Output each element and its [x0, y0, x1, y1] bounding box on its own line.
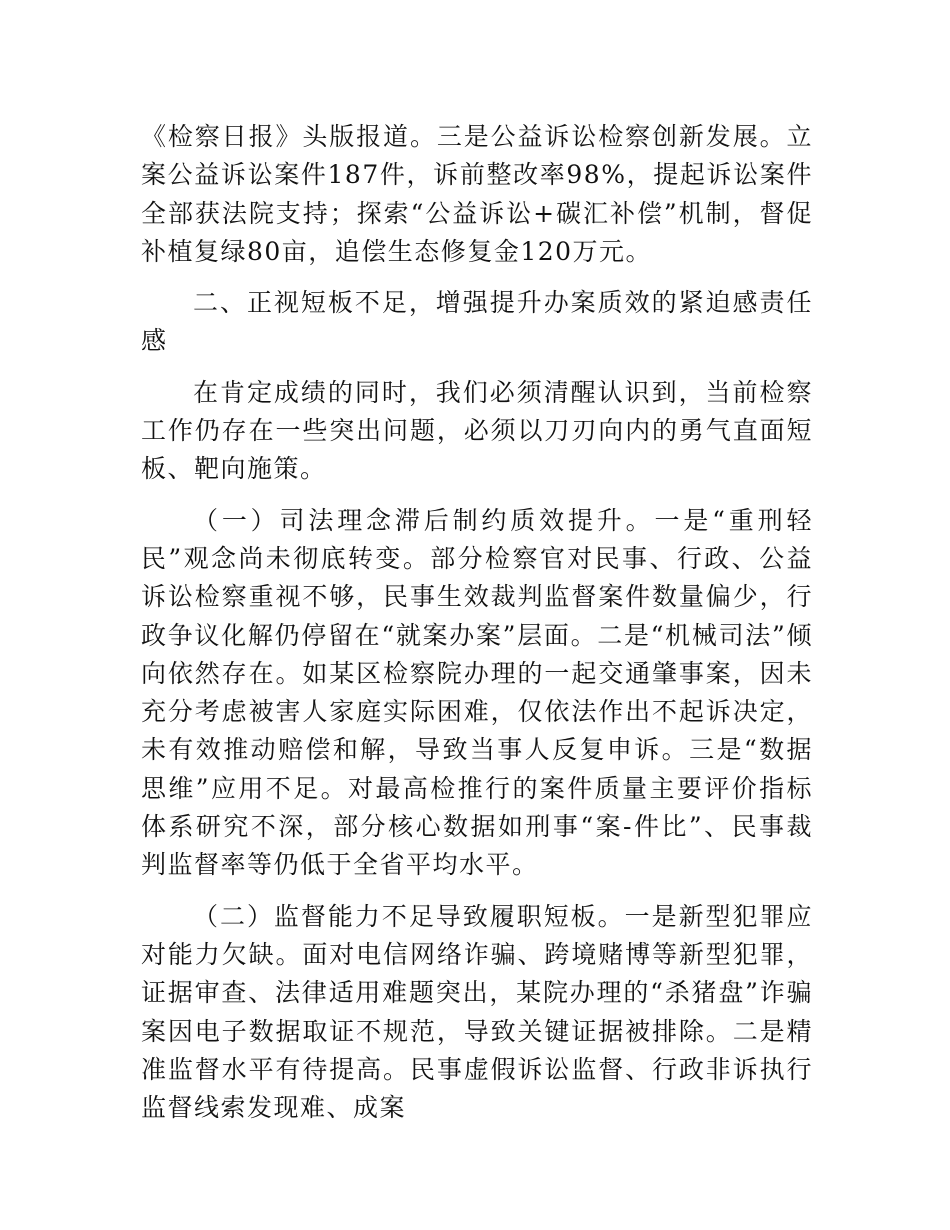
paragraph-subsection-1: （一）司法理念滞后制约质效提升。一是“重刑轻民”观念尚未彻底转变。部分检察官对民事、行政、公益诉讼检察重视不够，民事生效裁判监督案件数量偏少，行政争议化解仍停留在“就案办案”层面。二是“机械司法”倾向依然存在。如某区检察院办理的一起交通肇事案，因未充分考虑被害人家庭实际困难，仅依法作出不起诉决定，未有效推动赔偿和解，导致当事人反复申诉。三是“数据思维”应用不足。对最高检推行的案件质量主要评价指标体系研究不深，部分核心数据如刑事“案-件比”、民事裁判监督率等仍低于全省平均水平。 — [141, 505, 813, 880]
paragraph-subsection-2: （二）监督能力不足导致履职短板。一是新型犯罪应对能力欠缺。面对电信网络诈骗、跨境赌博等新型犯罪，证据审查、法律适用难题突出，某院办理的“杀猪盘”诈骗案因电子数据取证不规范，导致关键证据被排除。二是精准监督水平有待提高。民事虚假诉讼监督、行政非诉执行监督线索发现难、成案 — [141, 901, 813, 1123]
document-body — [141, 118, 813, 1127]
paragraph-intro: 在肯定成绩的同时，我们必须清醒认识到，当前检察工作仍存在一些突出问题，必须以刀刃向内的勇气直面短板、靶向施策。 — [141, 377, 813, 484]
paragraph-continued: 《检察日报》头版报道。三是公益诉讼检察创新发展。立案公益诉讼案件187件，诉前整改率98%，提起诉讼案件全部获法院支持；探索“公益诉讼+碳汇补偿”机制，督促补植复绿80亩，追偿生态修复金120万元。 — [141, 122, 813, 266]
section-heading: 二、正视短板不足，增强提升办案质效的紧迫感责任感 — [141, 288, 813, 356]
